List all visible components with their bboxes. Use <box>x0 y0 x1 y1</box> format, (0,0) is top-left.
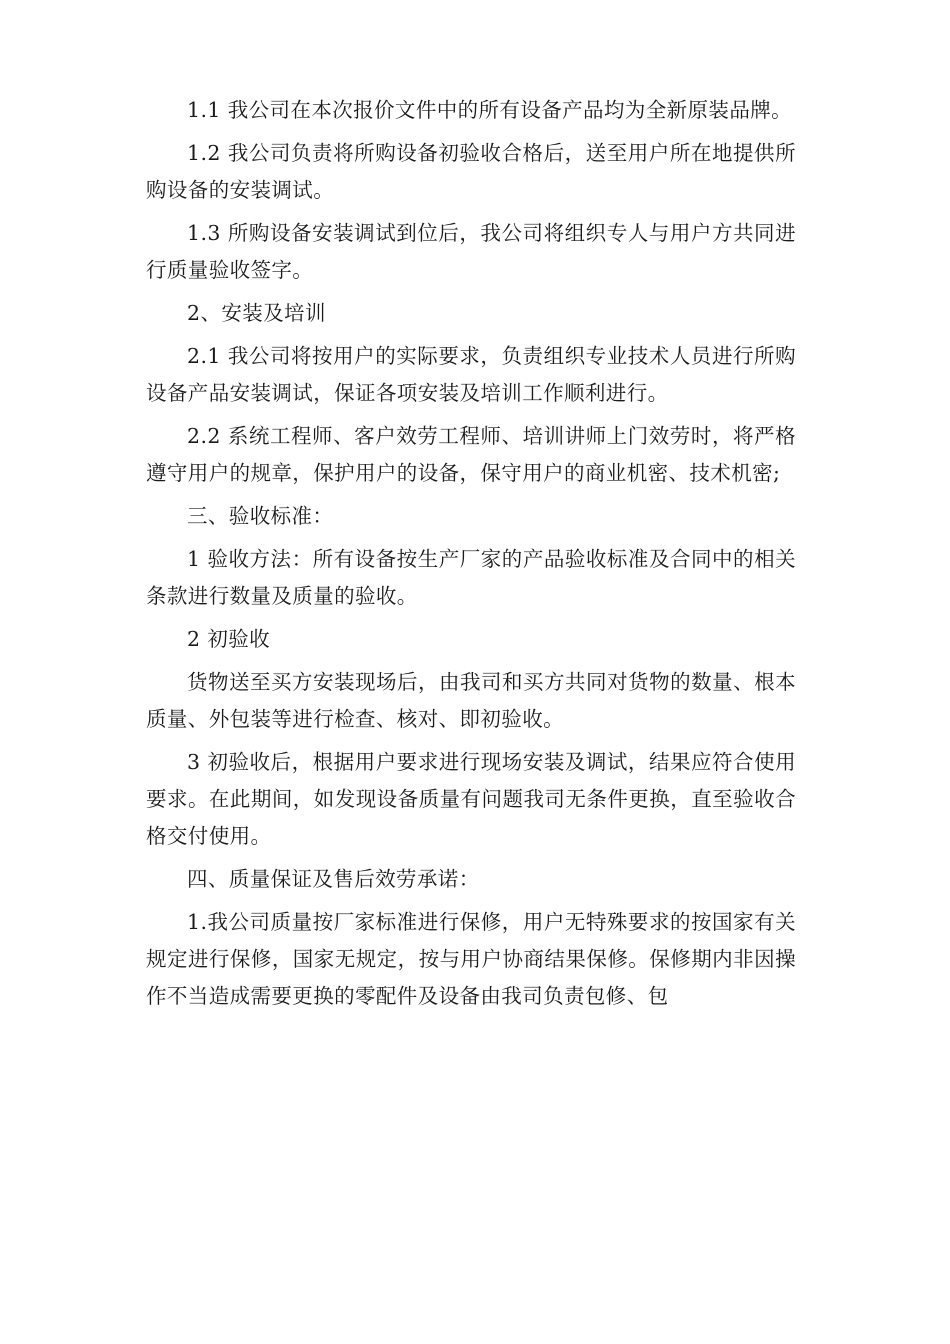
paragraph-1-2: 1.2 我公司负责将所购设备初验收合格后，送至用户所在地提供所购设备的安装调试。 <box>146 141 796 202</box>
paragraph-1-3: 1.3 所购设备安装调试到位后，我公司将组织专人与用户方共同进行质量验收签字。 <box>146 221 796 282</box>
paragraph-initial-acceptance-heading: 2 初验收 <box>187 627 271 651</box>
paragraph-2-1: 2.1 我公司将按用户的实际要求，负责组织专业技术人员进行所购设备产品安装调试，保证各项安装及培训工作顺利进行。 <box>146 344 796 405</box>
paragraph-post-initial-acceptance: 3 初验收后，根据用户要求进行现场安装及调试，结果应符合使用要求。在此期间，如发现设备质量有问题我司无条件更换，直至验收合格交付使用。 <box>146 750 796 848</box>
section-heading-installation-training: 2、安装及培训 <box>187 301 326 325</box>
paragraph-acceptance-method: 1 验收方法：所有设备按生产厂家的产品验收标准及合同中的相关条款进行数量及质量的验收。 <box>146 547 796 608</box>
paragraph-1-1: 1.1 我公司在本次报价文件中的所有设备产品均为全新原装品牌。 <box>187 98 793 122</box>
paragraph-goods-delivery: 货物送至买方安装现场后，由我司和买方共同对货物的数量、根本质量、外包装等进行检查、核对、即初验收。 <box>146 670 796 731</box>
paragraph-2-2: 2.2 系统工程师、客户效劳工程师、培训讲师上门效劳时，将严格遵守用户的规章，保护用户的设备，保守用户的商业机密、技术机密; <box>146 424 796 485</box>
section-heading-acceptance-standard: 三、验收标准： <box>187 504 334 528</box>
section-heading-quality-guarantee: 四、质量保证及售后效劳承诺： <box>187 867 480 891</box>
paragraph-warranty-terms: 1.我公司质量按厂家标准进行保修，用户无特殊要求的按国家有关规定进行保修，国家无规定，按与用户协商结果保修。保修期内非因操作不当造成需要更换的零配件及设备由我司负责包修、包 <box>146 910 796 1008</box>
document-body <box>146 92 796 1021</box>
